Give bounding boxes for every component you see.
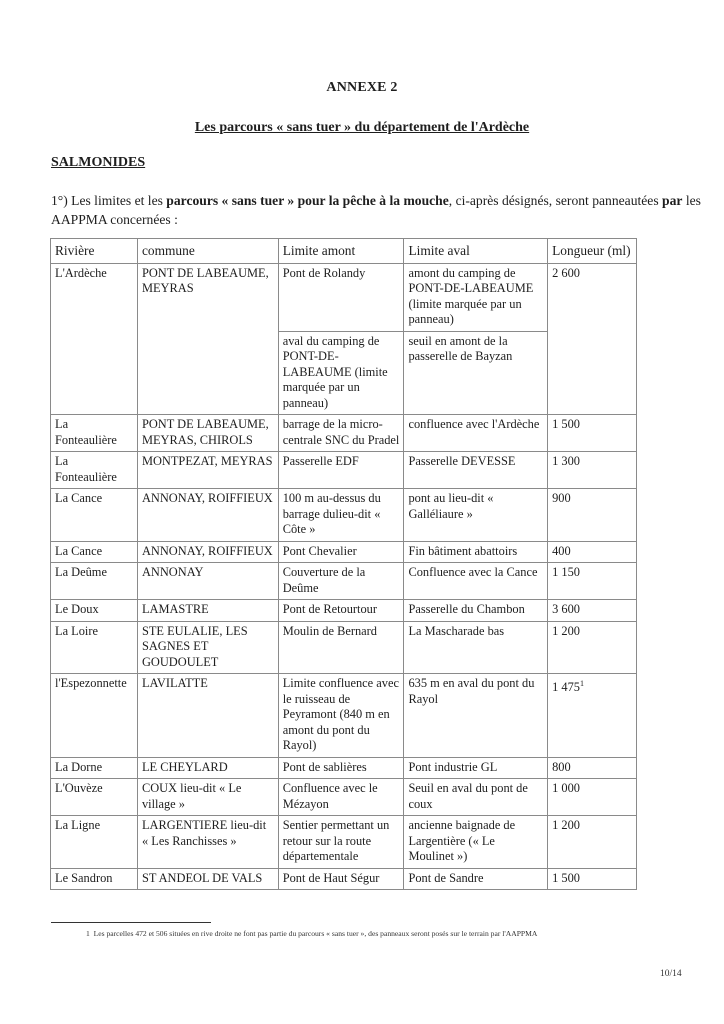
- cell-commune: ANNONAY, ROIFFIEUX: [137, 541, 278, 563]
- cell-longueur: [548, 779, 637, 816]
- cell-commune: PONT DE LABEAUME, MEYRAS: [137, 263, 278, 415]
- cell-commune: ANNONAY, ROIFFIEUX: [137, 489, 278, 542]
- cell-riviere: La Deûme: [51, 563, 138, 600]
- cell-riviere: La Fonteaulière: [51, 415, 138, 452]
- cell-limite-aval: Pont industrie GL: [404, 757, 548, 779]
- cell-riviere: La Cance: [51, 541, 138, 563]
- cell-longueur: [548, 868, 637, 890]
- table-header-row: [51, 239, 637, 264]
- table-row: [51, 541, 637, 563]
- table-row: [51, 757, 637, 779]
- cell-limite-aval: Passerelle du Chambon: [404, 600, 548, 622]
- cell-longueur: 2 600: [548, 263, 637, 415]
- cell-riviere: La Ligne: [51, 816, 138, 869]
- cell-riviere: Le Doux: [51, 600, 138, 622]
- table-row: [51, 779, 637, 816]
- section-heading: SALMONIDES: [51, 155, 146, 170]
- cell-riviere: l'Espezonnette: [51, 674, 138, 758]
- longueur-value: 1 300: [552, 454, 580, 468]
- cell-limite-amont: Passerelle EDF: [278, 452, 404, 489]
- cell-longueur: [548, 757, 637, 779]
- cell-limite-aval: confluence avec l'Ardèche: [404, 415, 548, 452]
- cell-riviere: La Loire: [51, 621, 138, 674]
- cell-limite-aval: Passerelle DEVESSE: [404, 452, 548, 489]
- footnote-number: 1: [86, 929, 90, 938]
- intro-suffix: les AAPPMA concernées :: [51, 193, 701, 227]
- header-limite-amont: Limite amont: [278, 239, 404, 264]
- cell-commune: LAMASTRE: [137, 600, 278, 622]
- table-row: [51, 868, 637, 890]
- cell-commune: ST ANDEOL DE VALS: [137, 868, 278, 890]
- cell-limite-aval: amont du camping de PONT-DE-LABEAUME (limite marquée par un panneau): [404, 263, 548, 331]
- cell-longueur: [548, 541, 637, 563]
- longueur-value: 1 200: [552, 818, 580, 832]
- longueur-value: 1 500: [552, 870, 580, 885]
- cell-longueur: [548, 621, 637, 674]
- cell-limite-amont: Pont de Retourtour: [278, 600, 404, 622]
- footnote-separator: [51, 922, 211, 923]
- cell-limite-aval: seuil en amont de la passerelle de Bayzan: [404, 331, 548, 415]
- cell-riviere: Le Sandron: [51, 868, 138, 890]
- page-number: 10/14: [660, 969, 682, 979]
- intro-bold: parcours « sans tuer » pour la pêche à la mouche: [166, 193, 449, 208]
- longueur-value: 1 475: [552, 680, 580, 695]
- cell-limite-aval: Seuil en aval du pont de coux: [404, 779, 548, 816]
- longueur-value: 1 150: [552, 565, 580, 579]
- longueur-value: 1 200: [552, 623, 580, 638]
- table-row: [51, 489, 637, 542]
- page-title: Les parcours « sans tuer » du département de l'Ardèche: [194, 120, 530, 135]
- cell-limite-amont: Limite confluence avec le ruisseau de Peyramont (840 m en amont du pont du Rayol): [278, 674, 404, 758]
- cell-limite-aval: Confluence avec la Cance: [404, 563, 548, 600]
- intro-prefix: 1°) Les limites et les: [51, 193, 167, 208]
- cell-longueur: [548, 415, 637, 452]
- footnote-reference[interactable]: 1: [580, 679, 584, 688]
- cell-limite-aval: 635 m en aval du pont du Rayol: [404, 674, 548, 758]
- cell-commune: COUX lieu-dit « Le village »: [137, 779, 278, 816]
- cell-limite-aval: ancienne baignade de Largentière (« Le Moulinet »): [404, 816, 548, 869]
- cell-limite-amont: Confluence avec le Mézayon: [278, 779, 404, 816]
- parcours-table: [50, 238, 637, 890]
- cell-limite-amont: Pont de Haut Ségur: [278, 868, 404, 890]
- cell-limite-aval: pont au lieu-dit « Galléliaure »: [404, 489, 548, 542]
- table-row: [51, 600, 637, 622]
- annexe-heading: ANNEXE 2: [326, 80, 398, 95]
- table-row: [51, 816, 637, 869]
- header-limite-aval: Limite aval: [404, 239, 548, 264]
- table-row: [51, 452, 637, 489]
- intro-middle: , ci-après désignés, seront panneautées: [448, 193, 663, 208]
- cell-limite-amont: barrage de la micro-centrale SNC du Pradel: [278, 415, 404, 452]
- cell-commune: MONTPEZAT, MEYRAS: [137, 452, 278, 489]
- cell-longueur: [548, 489, 637, 542]
- longueur-value: 1 000: [552, 781, 580, 795]
- cell-longueur: [548, 563, 637, 600]
- cell-commune: ANNONAY: [137, 563, 278, 600]
- table-row: [51, 263, 637, 331]
- table-row: [51, 674, 637, 758]
- header-longueur: Longueur (ml): [548, 239, 637, 264]
- footnote: [86, 929, 537, 938]
- header-riviere: Rivière: [51, 239, 138, 264]
- cell-limite-amont: Sentier permettant un retour sur la route départementale: [278, 816, 404, 869]
- cell-commune: LARGENTIERE lieu-dit « Les Ranchisses »: [137, 816, 278, 869]
- cell-longueur: [548, 600, 637, 622]
- cell-limite-aval: Pont de Sandre: [404, 868, 548, 890]
- longueur-value: 900: [552, 491, 571, 505]
- cell-limite-aval: La Mascharade bas: [404, 621, 548, 674]
- table-row: [51, 415, 637, 452]
- cell-riviere: La Cance: [51, 489, 138, 542]
- table-row: [51, 563, 637, 600]
- cell-limite-amont: Moulin de Bernard: [278, 621, 404, 674]
- cell-limite-amont: aval du camping de PONT-DE-LABEAUME (limite marquée par un panneau): [278, 331, 404, 415]
- cell-longueur: [548, 452, 637, 489]
- cell-riviere: La Dorne: [51, 757, 138, 779]
- footnote-text: Les parcelles 472 et 506 situées en rive droite ne font pas partie du parcours « sans tuer », des panneaux seront posés sur le terrain par l'AAPPMA: [93, 929, 538, 938]
- longueur-value: 1 500: [552, 417, 580, 431]
- longueur-value: 400: [552, 543, 571, 558]
- cell-riviere: La Fonteaulière: [51, 452, 138, 489]
- cell-limite-amont: Pont Chevalier: [278, 541, 404, 563]
- cell-longueur: [548, 674, 637, 758]
- cell-commune: LE CHEYLARD: [137, 757, 278, 779]
- cell-riviere: L'Ouvèze: [51, 779, 138, 816]
- table-row: [51, 621, 637, 674]
- cell-limite-amont: Couverture de la Deûme: [278, 563, 404, 600]
- intro-paragraph: [51, 191, 701, 229]
- cell-limite-amont: 100 m au-dessus du barrage dulieu-dit « Côte »: [278, 489, 404, 542]
- cell-limite-aval: Fin bâtiment abattoirs: [404, 541, 548, 563]
- cell-longueur: [548, 816, 637, 869]
- intro-bold-par: par: [662, 193, 683, 208]
- cell-commune: LAVILATTE: [137, 674, 278, 758]
- cell-limite-amont: Pont de sablières: [278, 757, 404, 779]
- cell-commune: PONT DE LABEAUME, MEYRAS, CHIROLS: [137, 415, 278, 452]
- cell-limite-amont: Pont de Rolandy: [278, 263, 404, 331]
- cell-riviere: L'Ardèche: [51, 263, 138, 415]
- header-commune: commune: [137, 239, 278, 264]
- cell-commune: STE EULALIE, LES SAGNES ET GOUDOULET: [137, 621, 278, 674]
- longueur-value: 3 600: [552, 602, 580, 616]
- longueur-value: 800: [552, 759, 571, 774]
